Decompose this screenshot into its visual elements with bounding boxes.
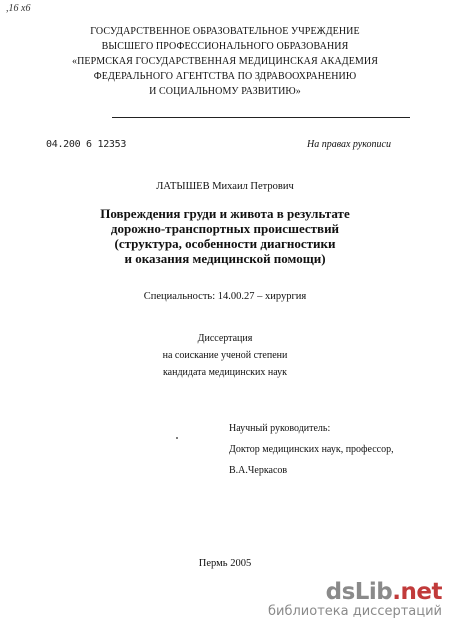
- corner-handwritten-mark: ,16 x6: [6, 3, 31, 14]
- thesis-title: [0, 206, 450, 266]
- logo-text-domain: .net: [392, 579, 442, 605]
- scan-speck: [176, 437, 178, 439]
- dissertation-line: Диссертация: [197, 333, 253, 344]
- institution-line: ВЫСШЕГО ПРОФЕССИОНАЛЬНОГО ОБРАЗОВАНИЯ: [101, 41, 349, 52]
- institution-line: ГОСУДАРСТВЕННОЕ ОБРАЗОВАТЕЛЬНОЕ УЧРЕЖДЕНИЕ: [90, 26, 360, 37]
- title-line: Повреждения груди и живота в результате: [100, 206, 350, 221]
- institution-line: ФЕДЕРАЛЬНОГО АГЕНТСТВА ПО ЗДРАВООХРАНЕНИЮ: [93, 71, 357, 82]
- dissertation-line: кандидата медицинских наук: [162, 367, 288, 378]
- advisor-line: Доктор медицинских наук, профессор,: [229, 444, 394, 455]
- title-line: дорожно-транспортных происшествий: [110, 221, 340, 236]
- dslib-watermark[interactable]: [268, 580, 442, 619]
- institution-header: [0, 24, 450, 99]
- manuscript-rights-label: На правах рукописи: [307, 139, 391, 150]
- registration-code: 04.200 6 12353: [46, 139, 127, 150]
- title-line: (структура, особенности диагностики: [114, 236, 336, 251]
- header-divider: [112, 117, 410, 118]
- dslib-logo: [268, 580, 442, 604]
- scientific-advisor: [229, 418, 394, 481]
- city-year: Пермь 2005: [198, 558, 252, 569]
- author-name: ЛАТЫШЕВ Михаил Петрович: [156, 181, 294, 192]
- dissertation-degree: [0, 330, 450, 381]
- dissertation-line: на соискание ученой степени: [162, 350, 288, 361]
- institution-line: И СОЦИАЛЬНОМУ РАЗВИТИЮ»: [149, 86, 301, 97]
- advisor-line: Научный руководитель:: [229, 423, 331, 434]
- specialty: Специальность: 14.00.27 – хирургия: [143, 291, 307, 302]
- institution-line: «ПЕРМСКАЯ ГОСУДАРСТВЕННАЯ МЕДИЦИНСКАЯ АКАДЕМИЯ: [72, 56, 378, 67]
- logo-text-main: dsLib: [325, 579, 393, 605]
- advisor-line: В.А.Черкасов: [229, 465, 288, 476]
- title-line: и оказания медицинской помощи): [124, 251, 326, 266]
- watermark-subtitle: библиотека диссертаций: [268, 604, 442, 619]
